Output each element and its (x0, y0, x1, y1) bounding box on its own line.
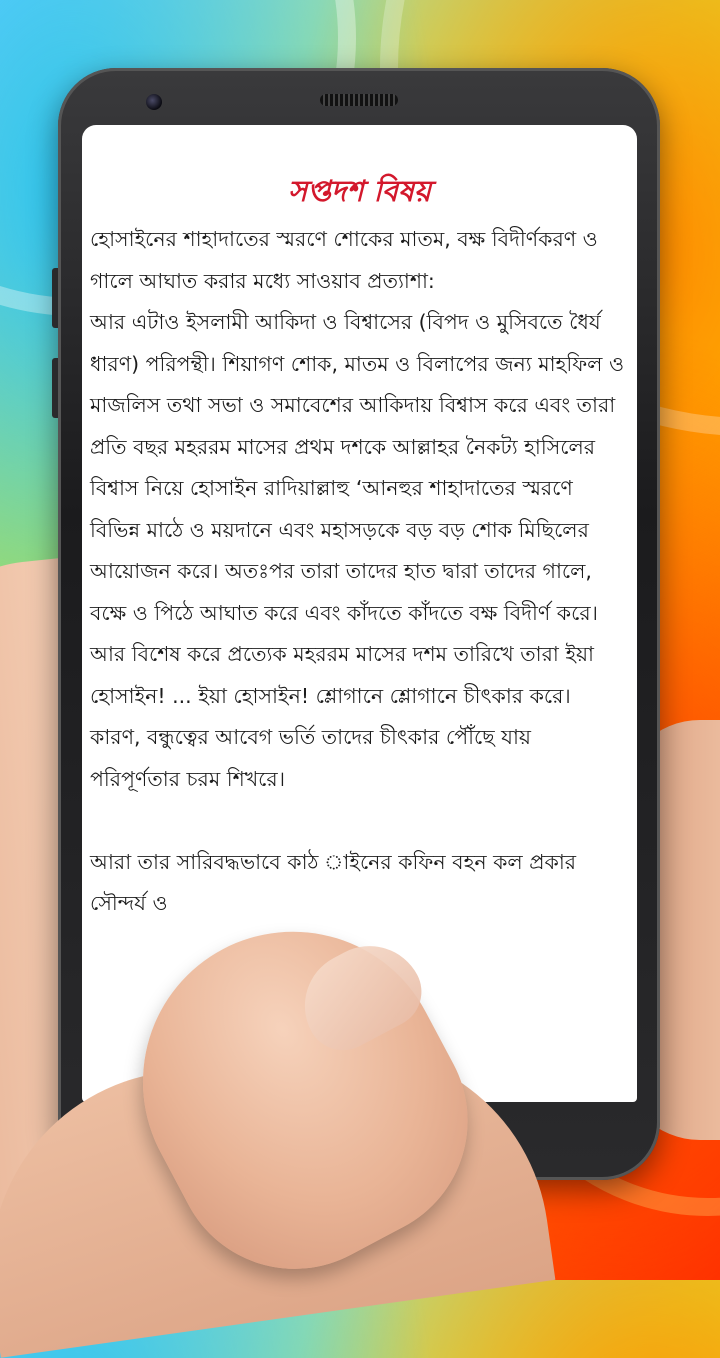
volume-button (52, 268, 58, 328)
article-title: সপ্তদশ বিষয় (288, 174, 431, 208)
article-paragraph: আর এটাও ইসলামী আকিদা ও বিশ্বাসের (বিপদ ও মুসিবতে ধৈর্য ধারণ) পরিপন্থী। শিয়াগণ শোক, মাতম ও বিলাপের জন্য মাহফিল ও মাজলিস তথা সভা ও সমাবেশের আকিদায় বিশ্বাস করে এবং তারা প্রতি বছর মহররম মাসের প্রথম দশকে আল্লাহর নৈকট্য হাসিলের বিশ্বাস নিয়ে হোসাইন রাদিয়াল্লাহু ‘আনহুর শাহাদাতের স্মরণে বিভিন্ন মাঠে ও ময়দানে এবং মহাসড়কে বড় বড় শোক মিছিলের আয়োজন করে। অতঃপর তারা তাদের হাত দ্বারা তাদের গালে, বক্ষে ও পিঠে আঘাত করে এবং কাঁদতে কাঁদতে বক্ষ বিদীর্ণ করে। আর বিশেষ করে প্রত্যেক মহররম মাসের দশম তারিখে তারা ইয়া হোসাইন! ... ইয়া হোসাইন! শ্লোগানে শ্লোগানে চীৎকার করে। কারণ, বন্ধুত্বের আবেগ ভর্তি তাদের চীৎকার পৌঁছে যায় পরিপূর্ণতার চরম শিখরে। (90, 310, 625, 791)
article-body[interactable] (82, 219, 637, 925)
front-camera-icon (146, 94, 162, 110)
volume-button (52, 358, 58, 418)
earpiece-speaker (320, 94, 398, 106)
paragraph-spacer (90, 800, 625, 842)
article-paragraph: আরা তার সারিবদ্ধভাবে কাঠ াইনের কফিন বহন কল প্রকার সৌন্দর্য ও (90, 849, 577, 915)
article-paragraph: হোসাইনের শাহাদাতের স্মরণে শোকের মাতম, বক্ষ বিদীর্ণকরণ ও গালে আঘাত করার মধ্যে সাওয়াব প্রত্যাশা: (90, 227, 598, 293)
